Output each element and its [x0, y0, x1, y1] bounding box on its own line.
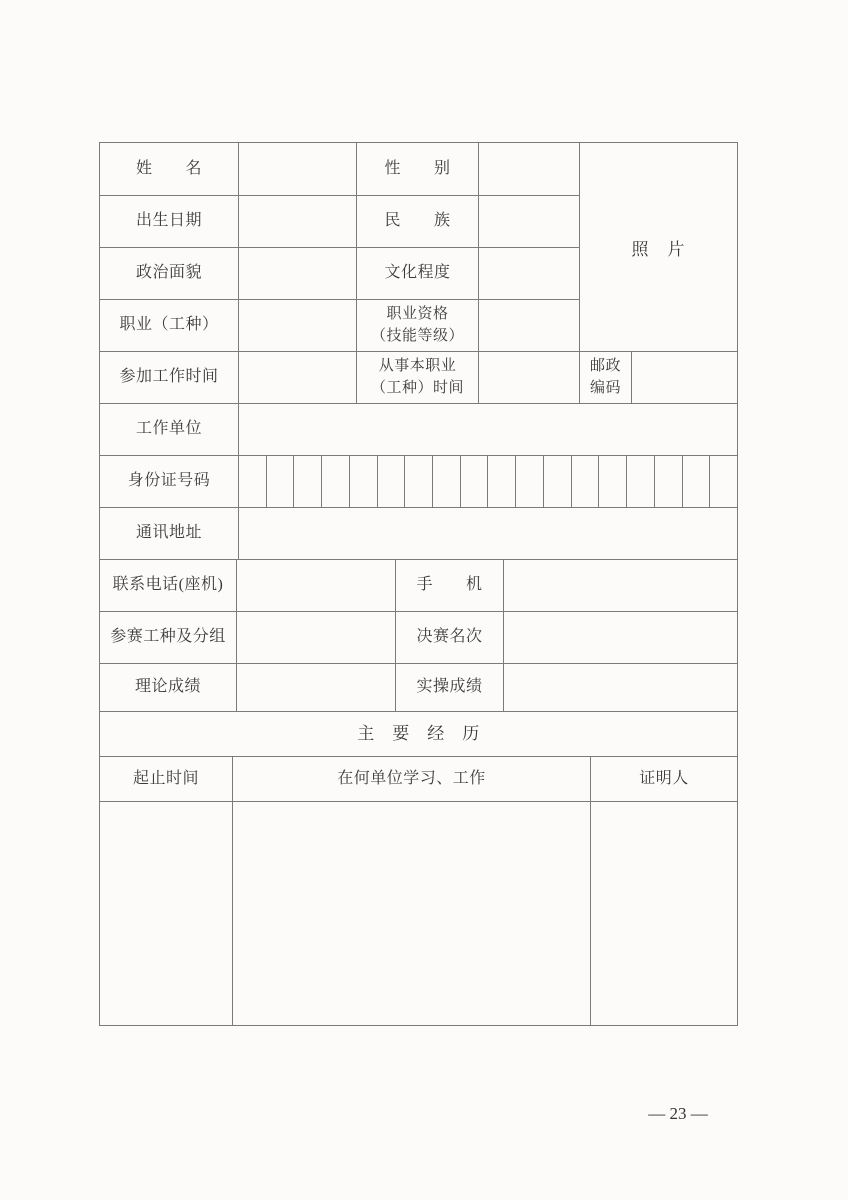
- id-digit-cell: [266, 455, 294, 507]
- name-value-cell: [238, 143, 356, 195]
- occupation-time-label-cell: [356, 351, 478, 403]
- postal-code-value-cell: [631, 351, 737, 403]
- birthdate-label-cell: 出生日期: [100, 195, 238, 247]
- mobile-value-cell: [503, 559, 737, 611]
- postal-code-label-line2: 编码: [589, 379, 621, 396]
- row-employer: [100, 403, 737, 455]
- experience-witness-header-cell: 证明人: [590, 756, 737, 801]
- theory-score-label-cell: 理论成绩: [100, 663, 236, 711]
- page-number: — 23 —: [648, 1104, 708, 1123]
- id-number-label-cell: 身份证号码: [100, 455, 238, 507]
- qualification-label-cell: [356, 299, 478, 351]
- id-digit-cell: [377, 455, 405, 507]
- registration-form-table: [99, 142, 738, 1026]
- photo-label: 照 片: [631, 239, 686, 259]
- landline-value-cell: [236, 559, 395, 611]
- employer-label-cell: 工作单位: [100, 403, 238, 455]
- competition-trade-label-cell: 参赛工种及分组: [100, 611, 236, 663]
- final-rank-label-cell: 决赛名次: [395, 611, 503, 663]
- id-digit-cell: [460, 455, 488, 507]
- occupation-time-value-cell: [478, 351, 579, 403]
- work-start-label-cell: 参加工作时间: [100, 351, 238, 403]
- qualification-label-line2: （技能等级）: [370, 327, 464, 344]
- postal-code-label-line1: 邮政: [589, 357, 621, 374]
- experience-period-value-cell: [100, 801, 232, 1025]
- id-digit-cell: [293, 455, 321, 507]
- address-value-cell: [238, 507, 737, 559]
- row-phone-mobile: [100, 559, 737, 611]
- experience-period-header-cell: 起止时间: [100, 756, 232, 801]
- experience-title-cell: 主 要 经 历: [100, 711, 737, 756]
- education-label-cell: 文化程度: [356, 247, 478, 299]
- id-digit-cell: [626, 455, 654, 507]
- id-digit-cell: [404, 455, 432, 507]
- row-experience-body: [100, 801, 737, 1025]
- practical-score-value-cell: [503, 663, 737, 711]
- experience-place-header-cell: 在何单位学习、工作: [232, 756, 590, 801]
- id-digit-cell: [238, 455, 266, 507]
- qualification-value-cell: [478, 299, 579, 351]
- occupation-time-label-line1: 从事本职业: [378, 357, 457, 374]
- row-workstart-postal: [100, 351, 737, 403]
- gender-label-cell: 性 别: [356, 143, 478, 195]
- ethnicity-label-cell: 民 族: [356, 195, 478, 247]
- occupation-label-cell: 职业（工种）: [100, 299, 238, 351]
- postal-code-label-cell: [579, 351, 631, 403]
- row-id-number: [100, 455, 737, 507]
- education-value-cell: [478, 247, 579, 299]
- photo-cell: [579, 143, 737, 351]
- qualification-label-line1: 职业资格: [386, 305, 449, 322]
- id-digit-cell: [543, 455, 571, 507]
- employer-value-cell: [238, 403, 737, 455]
- theory-score-value-cell: [236, 663, 395, 711]
- id-digit-cell: [571, 455, 599, 507]
- id-digit-cell: [487, 455, 515, 507]
- practical-score-label-cell: 实操成绩: [395, 663, 503, 711]
- work-start-value-cell: [238, 351, 356, 403]
- final-rank-value-cell: [503, 611, 737, 663]
- id-digit-cell: [349, 455, 377, 507]
- occupation-value-cell: [238, 299, 356, 351]
- id-digit-cell: [709, 455, 737, 507]
- political-status-value-cell: [238, 247, 356, 299]
- id-number-cells: [238, 455, 737, 507]
- id-digit-cell: [321, 455, 349, 507]
- id-digit-cell: [598, 455, 626, 507]
- experience-witness-value-cell: [590, 801, 737, 1025]
- name-label-cell: 姓 名: [135, 159, 202, 177]
- row-experience-title: [100, 711, 737, 756]
- row-trade-rank: [100, 611, 737, 663]
- row-address: [100, 507, 737, 559]
- id-digit-cell: [682, 455, 710, 507]
- id-digit-cell: [654, 455, 682, 507]
- id-digit-cell: [515, 455, 543, 507]
- address-label-cell: 通讯地址: [100, 507, 238, 559]
- id-digit-cell: [432, 455, 460, 507]
- birthdate-value-cell: [238, 195, 356, 247]
- landline-label-cell: 联系电话(座机): [100, 559, 236, 611]
- competition-trade-value-cell: [236, 611, 395, 663]
- mobile-label-cell: 手 机: [395, 559, 503, 611]
- row-scores: [100, 663, 737, 711]
- political-status-label-cell: 政治面貌: [100, 247, 238, 299]
- experience-place-value-cell: [232, 801, 590, 1025]
- occupation-time-label-line2: （工种）时间: [370, 379, 464, 396]
- row-experience-headers: [100, 756, 737, 801]
- ethnicity-value-cell: [478, 195, 579, 247]
- gender-value-cell: [478, 143, 579, 195]
